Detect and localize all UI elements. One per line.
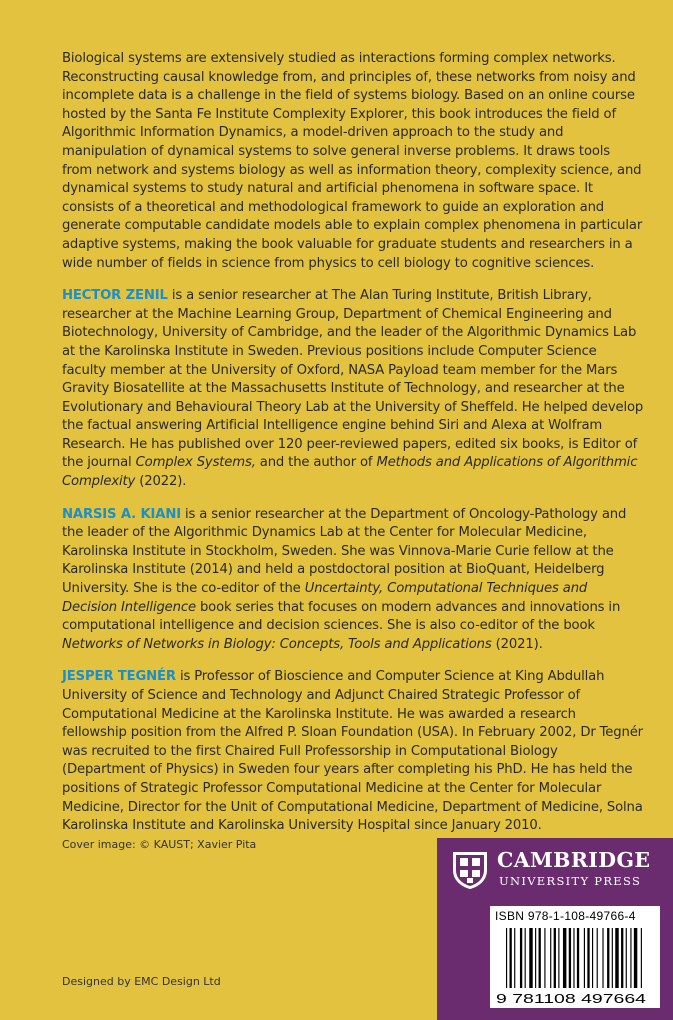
barcode-graphic (494, 926, 656, 1006)
barcode-bar (529, 928, 532, 988)
publisher-name: CAMBRIDGE (497, 848, 651, 872)
barcode-bar (607, 928, 609, 988)
barcode-bar (506, 928, 507, 988)
journal-title: Complex Systems, (135, 455, 256, 471)
barcode-bar (563, 928, 566, 988)
author-bio-text: (2022). (135, 474, 187, 490)
cambridge-shield-icon (451, 850, 489, 890)
barcode-bar (587, 928, 589, 988)
author-name: HECTOR ZENIL (62, 288, 168, 304)
barcode-bar (577, 928, 579, 988)
barcode-bar (569, 928, 571, 988)
barcode-bar (584, 928, 585, 988)
barcode-bar (558, 928, 559, 988)
author-bio-zenil (62, 287, 644, 492)
isbn-barcode (490, 906, 660, 1008)
author-bio-text: and the author of (255, 455, 377, 471)
barcode-bar (615, 928, 618, 988)
back-cover-text (62, 50, 644, 850)
publisher-panel (437, 838, 673, 1020)
barcode-bar (544, 928, 545, 988)
isbn-label: ISBN 978-1-108-49766-4 (495, 909, 636, 923)
barcode-bar (592, 928, 593, 988)
barcode-bar (510, 928, 512, 988)
publisher-press: UNIVERSITY PRESS (499, 874, 642, 888)
book-title: Methods and Applications of Algorithmic Complexity (62, 455, 638, 490)
barcode-bar (520, 928, 522, 988)
author-bio-text: book series that focuses on modern advances and innovations in computational intelligence and decision sciences. She is also co-editor of the book (62, 599, 621, 634)
author-bio-text: is Professor of Bioscience and Computer Science at King Abdullah University of Science and Technology and Adjunct Chaired Strategic Professor of Computational Medicine at the Karolinska Institute. He was awarded a research fellowship position from the Alfred P. Sloan Foundation (USA). In February 2002, Dr Tegnér was recruited to the first Chaired Full Professorship in Computational Biology (Department of Physics) in Sweden four years after completing his PhD. He has held the positions of Strategic Professor Computational Medicine at the Center for Molecular Medicine, Director for the Unit of Computational Medicine, Department of Medicine, Solna Karolinska Institute and Karolinska University Hospital since January 2010. (62, 669, 643, 834)
author-bio-text: (2021). (491, 636, 543, 652)
author-bio-kiani (62, 506, 644, 655)
barcode-bar (550, 928, 551, 988)
author-bio-text: is a senior researcher at the Department of Oncology-Pathology and the leader of the Algorithmic Dynamics Lab at the Center for Molecular Medicine, Karolinska Institute in Stockholm, Sweden. She was Vinnova-Marie Curie fellow at the Karolinska Institute (2014) and held a postdoctoral position at BioQuant, Heidelberg University. She is the co-editor of the (62, 506, 627, 597)
barcode-bar (573, 928, 574, 988)
barcode-bar (641, 928, 642, 988)
barcode-bar (626, 928, 627, 988)
barcode-bar (612, 928, 613, 988)
barcode-bar (535, 928, 536, 988)
book-blurb: Biological systems are extensively studied as interactions forming complex networks. Reconstructing causal knowledge from, and principles of, these networks from noisy and incomplete data is a challenge in the field of systems biology. Based on an online course hosted by the Santa Fe Institute Complexity Explorer, this book introduces the field of Algorithmic Information Dynamics, a model-driven approach to the study and manipulation of dynamical systems to solve general inverse problems. It draws tools from network and systems biology as well as information theory, complexity science, and dynamical systems to study natural and artificial phenomena in software space. It consists of a theoretical and methodological framework to guide an exploration and generate computable candidate models able to explain complex phenomena in particular adaptive systems, making the book valuable for graduate students and researchers in a wide number of fields in science from physics to cell biology to cognitive sciences. (62, 51, 643, 271)
barcode-bar (634, 928, 637, 988)
barcode-bar (554, 928, 556, 988)
barcode-bars (506, 928, 642, 988)
author-name: NARSIS A. KIANI (62, 506, 181, 522)
author-bio-text: is a senior researcher at The Alan Turing Institute, British Library, researcher at the Machine Learning Group, Department of Chemical Engineering and Biotechnology, University of Cambridge, and the leader of the Algorithmic Dynamics Lab at the Karolinska Institute in Sweden. Previous positions include Computer Science faculty member at the University of Oxford, NASA Payload team member for the Mars Gravity Biosatellite at the Massachusetts Institute of Technology, and researcher at the Evolutionary and Behavioural Theory Lab at the University of Sheffeld. He helped develop the factual answering Artificial Intelligence engine behind Siri and Alexa at Wolfram Research. He has published over 120 peer-reviewed papers, edited six books, is Editor of the journal (62, 288, 644, 471)
design-credit: Designed by EMC Design Ltd (62, 975, 221, 988)
barcode-bar (602, 928, 603, 988)
barcode-bar (539, 928, 541, 988)
barcode-bar (597, 928, 598, 988)
cover-image-credit: Cover image: © KAUST; Xavier Pita (62, 838, 257, 851)
book-title: Networks of Networks in Biology: Concepts, Tools and Applications (62, 636, 492, 652)
barcode-digits: 9 781108 497664 (496, 992, 647, 1006)
author-name: JESPER TEGNÉR (62, 669, 176, 685)
series-title: Uncertainty, Computational Techniques and Decision Intelligence (62, 581, 588, 615)
author-bio-tegner (62, 668, 644, 835)
barcode-bar (621, 928, 623, 988)
barcode-bar (525, 928, 526, 988)
barcode-bar (514, 928, 515, 988)
barcode-bar (630, 928, 631, 988)
